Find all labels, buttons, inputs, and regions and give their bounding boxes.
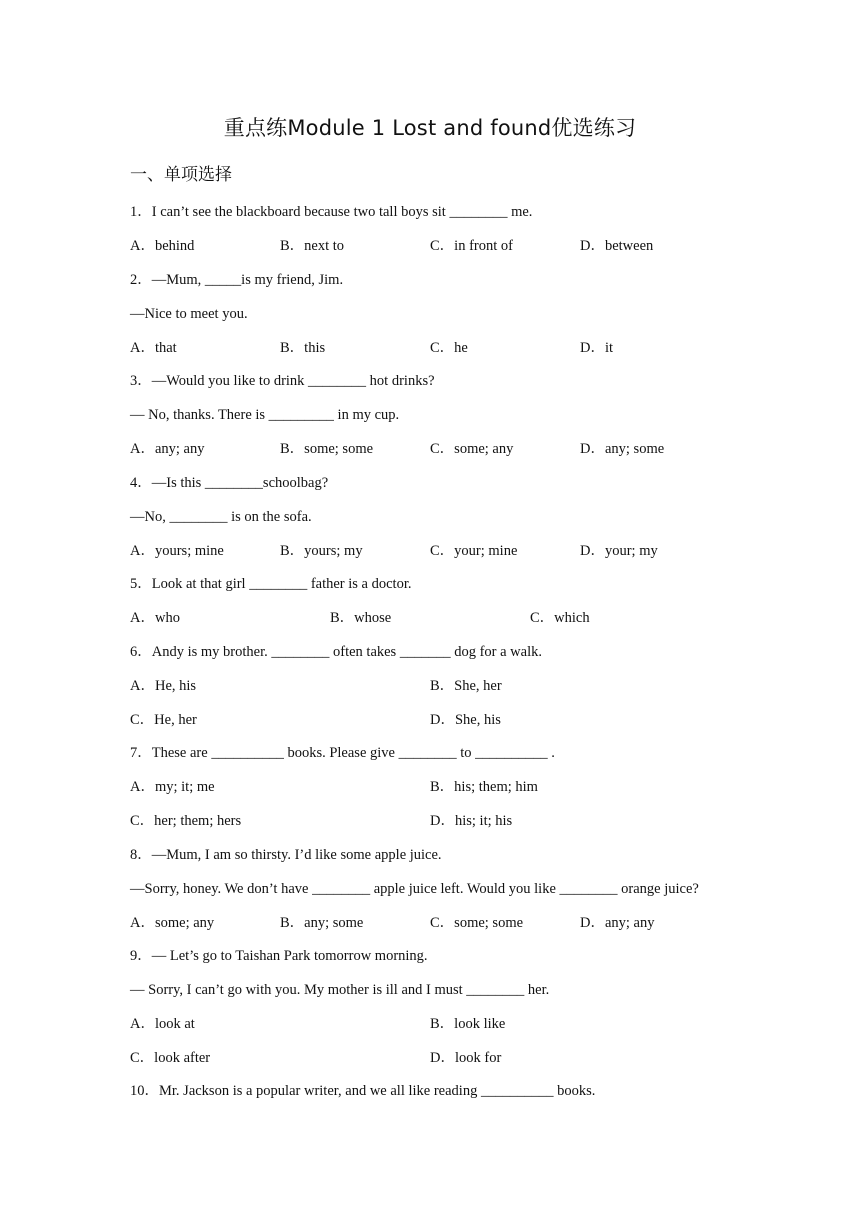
q7-option-b[interactable]: B．his; them; him: [430, 779, 538, 795]
q2-option-b[interactable]: B．this: [280, 340, 326, 356]
q5-option-a[interactable]: A．who: [130, 610, 180, 626]
q5-option-c[interactable]: C．which: [530, 610, 590, 626]
q4-option-b[interactable]: B．yours; my: [280, 543, 363, 559]
q3-option-c[interactable]: C．some; any: [430, 441, 514, 457]
q6-option-b[interactable]: B．She, her: [430, 678, 502, 694]
question-6-stem: 6．Andy is my brother. ________ often takes _______ dog for a walk.: [130, 644, 542, 660]
question-10-stem: 10．Mr. Jackson is a popular writer, and we all like reading __________ books.: [130, 1083, 596, 1099]
q4-option-d[interactable]: D．your; my: [580, 543, 658, 559]
q2-option-c[interactable]: C．he: [430, 340, 468, 356]
q4-option-a[interactable]: A．yours; mine: [130, 543, 224, 559]
q1-option-c[interactable]: C．in front of: [430, 238, 513, 254]
section-heading: 一、单项选择: [130, 165, 232, 185]
question-8-line2: —Sorry, honey. We don’t have ________ apple juice left. Would you like ________ orange juice?: [130, 881, 699, 897]
q7-option-c[interactable]: C．her; them; hers: [130, 813, 242, 829]
q9-option-c[interactable]: C．look after: [130, 1050, 211, 1066]
q8-option-b[interactable]: B．any; some: [280, 915, 364, 931]
q8-option-d[interactable]: D．any; any: [580, 915, 655, 931]
q3-option-b[interactable]: B．some; some: [280, 441, 374, 457]
q7-option-a[interactable]: A．my; it; me: [130, 779, 215, 795]
question-9-line2: — Sorry, I can’t go with you. My mother is ill and I must ________ her.: [130, 982, 550, 998]
question-2-line2: —Nice to meet you.: [130, 306, 248, 322]
question-5-stem: 5．Look at that girl ________ father is a doctor.: [130, 576, 412, 592]
q1-option-a[interactable]: A．behind: [130, 238, 195, 254]
q6-option-a[interactable]: A．He, his: [130, 678, 197, 694]
q2-option-a[interactable]: A．that: [130, 340, 177, 356]
q5-option-b[interactable]: B．whose: [330, 610, 392, 626]
question-3-line2: — No, thanks. There is _________ in my cup.: [130, 407, 400, 423]
q8-option-a[interactable]: A．some; any: [130, 915, 215, 931]
question-4-line2: —No, ________ is on the sofa.: [130, 509, 312, 525]
q9-option-d[interactable]: D．look for: [430, 1050, 502, 1066]
q3-option-d[interactable]: D．any; some: [580, 441, 665, 457]
q4-option-c[interactable]: C．your; mine: [430, 543, 518, 559]
q9-option-a[interactable]: A．look at: [130, 1016, 195, 1032]
q9-option-b[interactable]: B．look like: [430, 1016, 506, 1032]
question-2-stem: 2．—Mum, _____is my friend, Jim.: [130, 272, 344, 288]
question-3-stem: 3．—Would you like to drink ________ hot drinks?: [130, 373, 435, 389]
page-title: 重点练Module 1 Lost and found优选练习: [223, 116, 637, 140]
q8-option-c[interactable]: C．some; some: [430, 915, 524, 931]
q2-option-d[interactable]: D．it: [580, 340, 614, 356]
q7-option-d[interactable]: D．his; it; his: [430, 813, 513, 829]
question-7-stem: 7．These are __________ books. Please give ________ to __________ .: [130, 745, 555, 761]
q1-option-b[interactable]: B．next to: [280, 238, 345, 254]
q3-option-a[interactable]: A．any; any: [130, 441, 205, 457]
question-8-stem: 8．—Mum, I am so thirsty. I’d like some apple juice.: [130, 847, 442, 863]
q6-option-d[interactable]: D．She, his: [430, 712, 501, 728]
q6-option-c[interactable]: C．He, her: [130, 712, 197, 728]
question-9-stem: 9．— Let’s go to Taishan Park tomorrow morning.: [130, 948, 428, 964]
question-4-stem: 4．—Is this ________schoolbag?: [130, 475, 329, 491]
question-1-stem: 1．I can’t see the blackboard because two tall boys sit ________ me.: [130, 204, 533, 220]
q1-option-d[interactable]: D．between: [580, 238, 654, 254]
